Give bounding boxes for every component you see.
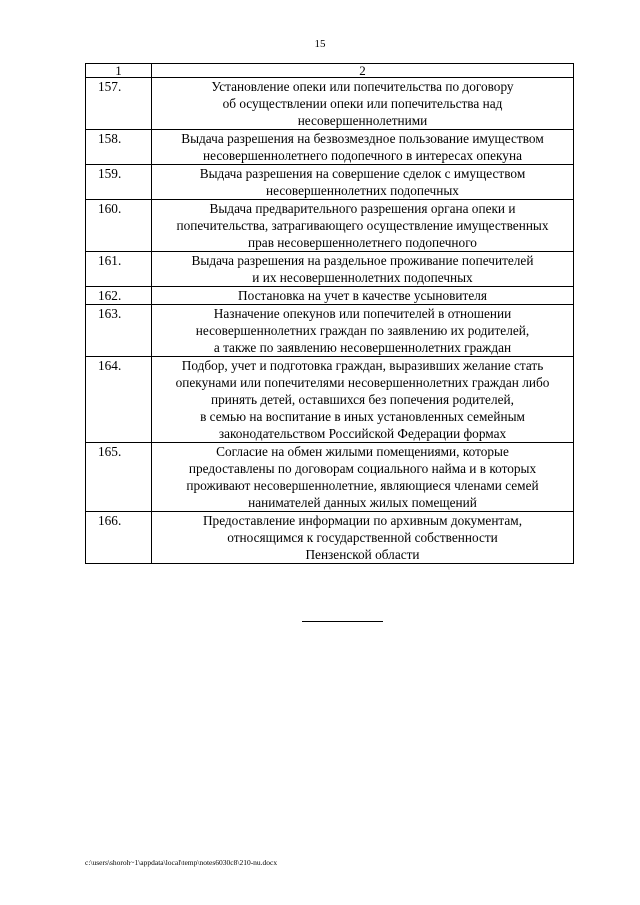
service-name <box>152 165 574 200</box>
service-name <box>152 305 574 357</box>
service-name <box>152 443 574 512</box>
service-name-line: прав несовершеннолетнего подопечного <box>248 235 477 250</box>
table-row <box>86 357 574 443</box>
service-name-line: Пензенской области <box>305 547 420 562</box>
service-name-line: Выдача предварительного разрешения органа опеки и <box>209 201 516 216</box>
row-number: 164. <box>86 357 152 443</box>
service-name-line: предоставлены по договорам социального найма и в которых <box>188 461 537 476</box>
service-name-line: опекунами или попечителями несовершеннолетних граждан либо <box>175 375 550 390</box>
table-row <box>86 443 574 512</box>
table-row <box>86 165 574 200</box>
service-name <box>152 200 574 252</box>
table-row <box>86 287 574 305</box>
service-name-line: законодательством Российской Федерации формах <box>218 426 507 441</box>
service-name <box>152 130 574 165</box>
row-number: 157. <box>86 78 152 130</box>
service-name-line: попечительства, затрагивающего осуществление имущественных <box>176 218 549 233</box>
service-name <box>152 252 574 287</box>
service-name-line: в семью на воспитание в иных установленных семейным <box>200 409 525 424</box>
table-header-row <box>86 64 574 78</box>
table-row <box>86 78 574 130</box>
header-col-number: 1 <box>86 64 152 78</box>
service-name <box>152 512 574 564</box>
service-name-line: а также по заявлению несовершеннолетних граждан <box>213 340 512 355</box>
service-name-line: несовершеннолетнего подопечного в интересах опекуна <box>203 148 522 163</box>
services-table <box>85 63 574 564</box>
row-number: 166. <box>86 512 152 564</box>
service-name-line: проживают несовершеннолетние, являющиеся членами семей <box>186 478 539 493</box>
page-number: 15 <box>314 38 326 50</box>
service-name-line: Постановка на учет в качестве усыновителя <box>238 288 487 303</box>
table-row <box>86 512 574 564</box>
row-number: 161. <box>86 252 152 287</box>
service-name-line: и их несовершеннолетних подопечных <box>252 270 473 285</box>
row-number: 163. <box>86 305 152 357</box>
service-name <box>152 287 574 305</box>
row-number: 160. <box>86 200 152 252</box>
service-name-line: Согласие на обмен жилыми помещениями, которые <box>216 444 509 459</box>
end-rule <box>302 621 383 622</box>
service-name-line: Выдача разрешения на безвозмездное пользование имуществом <box>181 131 544 146</box>
service-name <box>152 78 574 130</box>
service-name-line: Выдача разрешения на раздельное проживание попечителей <box>191 253 534 268</box>
service-name-line: принять детей, оставшихся без попечения родителей, <box>211 392 514 407</box>
row-number: 158. <box>86 130 152 165</box>
service-name-line: об осуществлении опеки или попечительства над <box>222 96 503 111</box>
service-name-line: нанимателей данных жилых помещений <box>248 495 477 510</box>
row-number: 162. <box>86 287 152 305</box>
service-name <box>152 357 574 443</box>
row-number: 159. <box>86 165 152 200</box>
service-name-line: несовершеннолетними <box>297 113 428 128</box>
table-row <box>86 200 574 252</box>
row-number: 165. <box>86 443 152 512</box>
service-name-line: Выдача разрешения на совершение сделок с имуществом <box>199 166 526 181</box>
table-row <box>86 252 574 287</box>
table-row <box>86 130 574 165</box>
service-name-line: несовершеннолетних подопечных <box>266 183 459 198</box>
header-col-name: 2 <box>152 64 574 78</box>
table-row <box>86 305 574 357</box>
service-name-line: несовершеннолетних граждан по заявлению их родителей, <box>195 323 530 338</box>
service-name-line: относящимся к государственной собственности <box>227 530 498 545</box>
service-name-line: Предоставление информации по архивным документам, <box>202 513 523 528</box>
service-name-line: Подбор, учет и подготовка граждан, выразивших желание стать <box>181 358 544 373</box>
file-path: c:\users\shoroh~1\appdata\local\temp\notes6030c8\210-nu.docx <box>85 858 278 867</box>
service-name-line: Установление опеки или попечительства по договору <box>211 79 514 94</box>
service-name-line: Назначение опекунов или попечителей в отношении <box>213 306 512 321</box>
